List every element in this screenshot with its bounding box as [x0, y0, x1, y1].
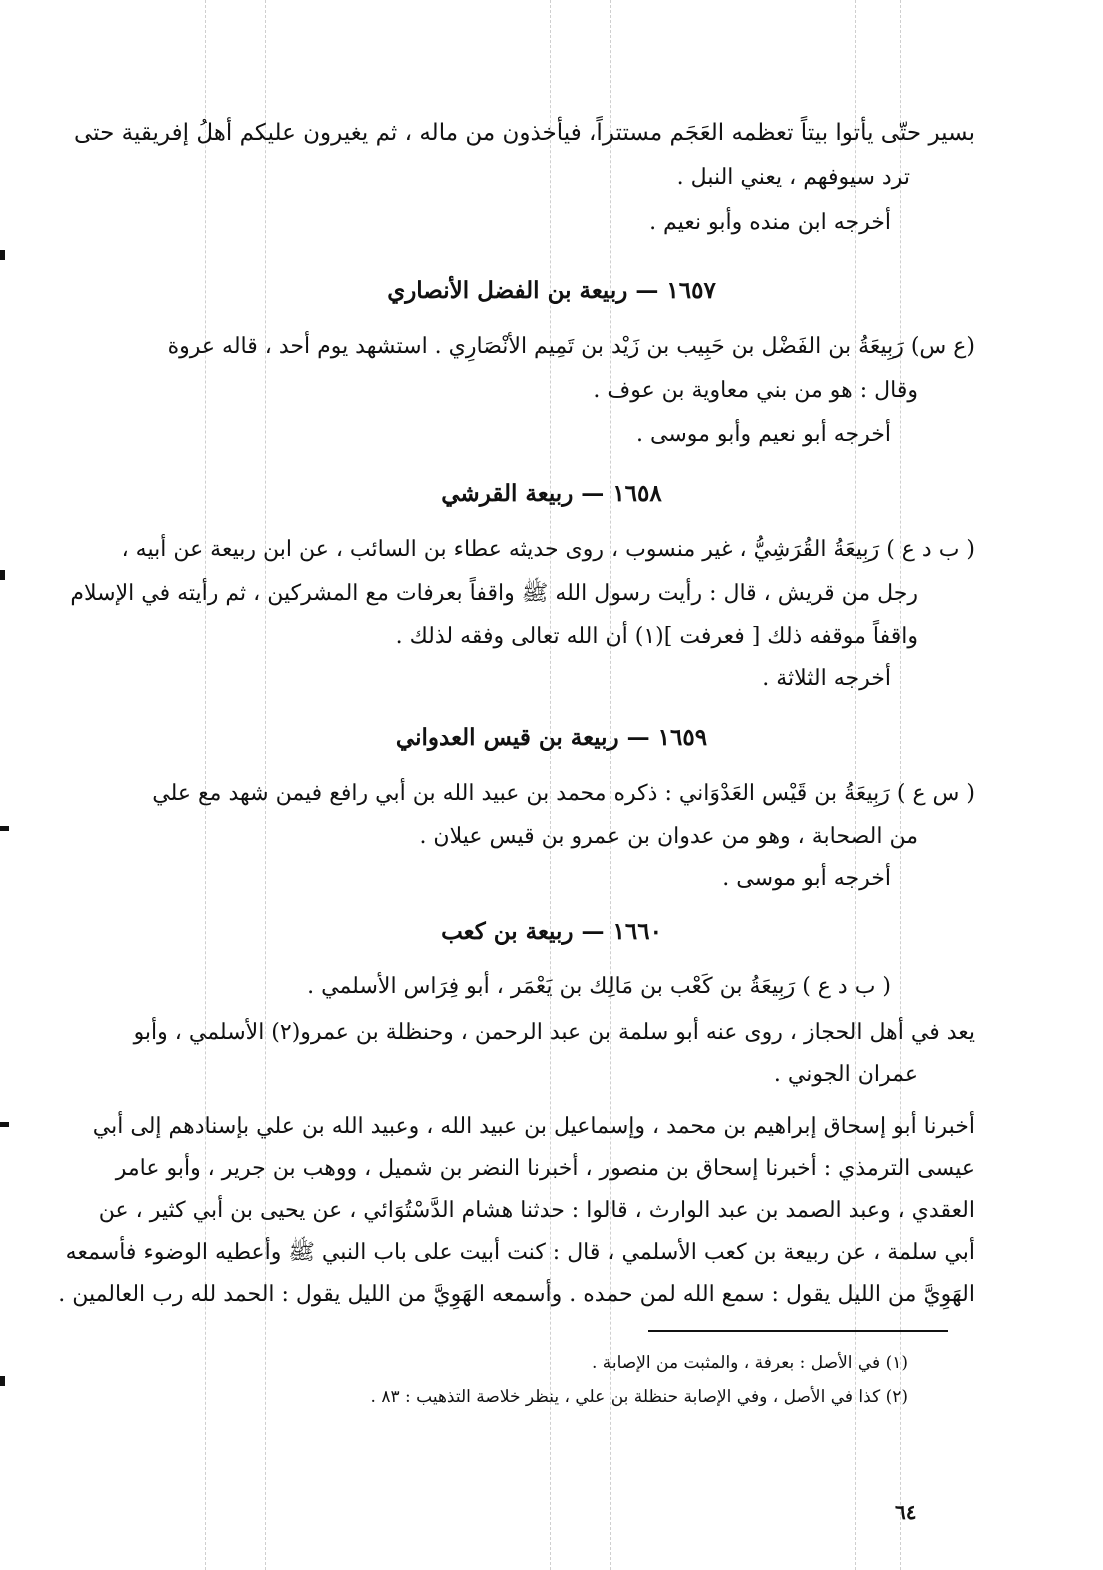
scan-edge-mark: [0, 1122, 9, 1127]
source-note: أخرجه أبو موسى .: [722, 866, 891, 891]
hadith-line: عيسى الترمذي : أخبرنا إسحاق بن منصور ، أخبرنا النضر بن شميل ، ووهب بن جرير ، وأبو عامر: [115, 1156, 975, 1181]
source-note: أخرجه الثلاثة .: [762, 666, 891, 691]
intro-line: ترد سيوفهم ، يعني النبل .: [676, 165, 910, 190]
hadith-line: العقدي ، وعبد الصمد بن عبد الوارث ، قالوا : حدثنا هشام الدَّسْتُوَائي ، عن يحيى بن أبي كثير ، عن: [98, 1198, 975, 1223]
footnote-rule: [648, 1330, 948, 1332]
source-note: أخرجه ابن منده وأبو نعيم .: [649, 210, 891, 235]
scan-edge-mark: [0, 250, 5, 260]
entry-heading: ١٦٥٧ — ربيعة بن الفضل الأنصاري: [387, 277, 716, 304]
source-note: أخرجه أبو نعيم وأبو موسى .: [636, 422, 891, 447]
entry-line: عمران الجوني .: [773, 1062, 918, 1087]
scan-edge-mark: [0, 826, 9, 831]
scan-edge-mark: [0, 570, 5, 580]
hadith-line: الهَوِيَّ من الليل يقول : سمع الله لمن حمده . وأسمعه الهَوِيَّ من الليل يقول : الحمد لله رب العالمين .: [58, 1282, 975, 1307]
entry-line: يعد في أهل الحجاز ، روى عنه أبو سلمة بن عبد الرحمن ، وحنظلة بن عمرو(٢) الأسلمي ، وأبو: [133, 1020, 975, 1045]
page-number: ٦٤: [895, 1500, 917, 1524]
entry-line: واقفاً موقفه ذلك [ فعرفت ](١) أن الله تعالى وفقه لذلك .: [395, 624, 918, 649]
entry-line: وقال : هو من بني معاوية بن عوف .: [593, 378, 918, 403]
footnote: (١) في الأصل : بعرفة ، والمثبت من الإصابة .: [591, 1353, 908, 1373]
entry-line: ( ب د ع ) رَبِيعَةُ بن كَعْب بن مَالِك بن يَعْمَر ، أبو فِرَاس الأسلمي .: [307, 974, 891, 999]
entry-line: (ع س) رَبِيعَةُ بن الفَضْل بن حَبِيب بن زَيْد بن تَمِيم الأنْصَارِي . استشهد يوم أحد ، قاله عروة: [167, 334, 975, 359]
entry-line: ( ب د ع ) رَبِيعَةُ القُرَشِيُّ ، غير منسوب ، روى حديثه عطاء بن السائب ، عن ابن ربيعة عن أبيه ،: [121, 537, 975, 562]
scan-edge-mark: [0, 1376, 5, 1386]
footnote: (٢) كذا في الأصل ، وفي الإصابة حنظلة بن علي ، ينظر خلاصة التذهيب : ٨٣ .: [370, 1387, 908, 1407]
entry-line: ( س ع ) رَبِيعَةُ بن قَيْس العَدْوَاني : ذكره محمد بن عبيد الله بن أبي رافع فيمن شهد مع علي: [152, 781, 975, 806]
entry-line: رجل من قريش ، قال : رأيت رسول الله ﷺ واقفاً بعرفات مع المشركين ، ثم رأيته في الإسلام: [70, 581, 918, 606]
entry-heading: ١٦٥٨ — ربيعة القرشي: [441, 480, 662, 507]
entry-heading: ١٦٥٩ — ربيعة بن قيس العدواني: [395, 724, 708, 751]
hadith-line: أبي سلمة ، عن ربيعة بن كعب الأسلمي ، قال : كنت أبيت على باب النبي ﷺ وأعطيه الوضوء فأسمعه: [65, 1240, 975, 1265]
entry-line: من الصحابة ، وهو من عدوان بن عمرو بن قيس عيلان .: [419, 824, 918, 849]
intro-line: بسير حتّى يأتوا بيتاً تعظمه العَجَم مستتراً، فيأخذون من ماله ، ثم يغيرون عليكم أهلُ إفريقية حتى: [73, 120, 975, 146]
hadith-line: أخبرنا أبو إسحاق إبراهيم بن محمد ، وإسماعيل بن عبيد الله ، وعبيد الله بن علي بإسنادهم إلى أبي: [92, 1114, 975, 1139]
entry-heading: ١٦٦٠ — ربيعة بن كعب: [441, 918, 662, 945]
